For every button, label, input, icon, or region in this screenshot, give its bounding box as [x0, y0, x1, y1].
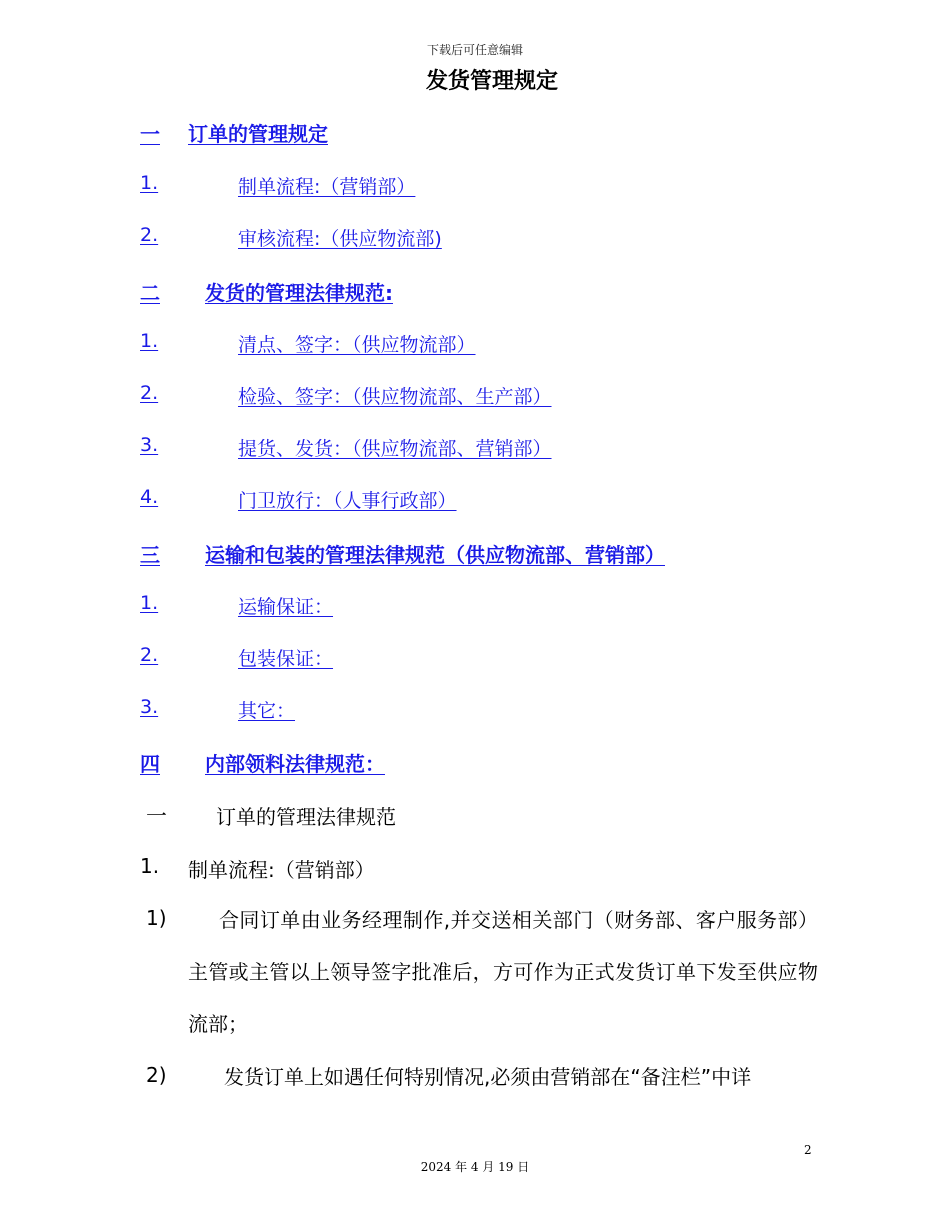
- paragraph-2-number: 2): [146, 1063, 167, 1087]
- toc-section-1-link[interactable]: 订单的管理规定: [188, 122, 328, 146]
- toc-item-2-4-number[interactable]: 4.: [140, 486, 159, 508]
- toc-item-1-1-link[interactable]: 制单流程:（营销部）: [238, 176, 416, 198]
- subsection-1-number: 1.: [140, 854, 160, 878]
- subsection-1-title: 制单流程:（营销部）: [188, 858, 375, 882]
- toc-section-2-number[interactable]: 二: [140, 281, 160, 305]
- toc-item-3-1-number[interactable]: 1.: [140, 592, 159, 614]
- page-number: 2: [804, 1143, 812, 1157]
- toc-section-3-number[interactable]: 三: [140, 543, 160, 567]
- toc-section-4-link[interactable]: 内部领料法律规范：: [205, 752, 385, 776]
- toc-section-4-number[interactable]: 四: [140, 752, 160, 776]
- toc-section-2-link[interactable]: 发货的管理法律规范:: [205, 281, 393, 305]
- toc-item-2-2-link[interactable]: 检验、签字：（供应物流部、生产部）: [238, 386, 552, 408]
- footer-date: 2024 年 4 月 19 日: [420, 1160, 530, 1174]
- toc-section-1-number[interactable]: 一: [140, 122, 160, 146]
- section-1-title: 订单的管理法律规范: [216, 805, 396, 829]
- toc-item-2-1-link[interactable]: 清点、签字：（供应物流部）: [238, 334, 476, 356]
- toc-item-1-2-link[interactable]: 审核流程:（供应物流部): [238, 228, 442, 250]
- toc-item-2-3-link[interactable]: 提货、发货：（供应物流部、营销部）: [238, 438, 552, 460]
- toc-item-3-2-number[interactable]: 2.: [140, 644, 159, 666]
- section-1-number: 一: [146, 804, 167, 828]
- toc-section-3-link[interactable]: 运输和包装的管理法律规范（供应物流部、营销部）: [205, 543, 665, 567]
- document-title: 发货管理规定: [425, 69, 558, 94]
- toc-item-3-3-number[interactable]: 3.: [140, 696, 159, 718]
- toc-item-2-1-number[interactable]: 1.: [140, 330, 159, 352]
- toc-item-2-2-number[interactable]: 2.: [140, 382, 159, 404]
- toc-item-1-1-number[interactable]: 1.: [140, 172, 159, 194]
- toc-item-3-3-link[interactable]: 其它：: [238, 700, 296, 722]
- toc-item-1-2-number[interactable]: 2.: [140, 224, 159, 246]
- toc-item-2-3-number[interactable]: 3.: [140, 434, 159, 456]
- toc-item-3-2-link[interactable]: 包装保证：: [238, 648, 334, 670]
- header-note: 下载后可任意编辑: [426, 43, 523, 57]
- toc-item-2-4-link[interactable]: 门卫放行：（人事行政部）: [238, 490, 457, 512]
- toc-item-3-1-link[interactable]: 运输保证：: [238, 596, 334, 618]
- paragraph-1-number: 1): [146, 906, 167, 930]
- paragraph-2-text: 发货订单上如遇任何特别情况,必须由营销部在“备注栏”中详: [224, 1065, 752, 1089]
- paragraph-1-text: 合同订单由业务经理制作,并交送相关部门（财务部、客户服务部）主管或主管以上领导签字批准后，方可作为正式发货订单下发至供应物流部；: [188, 908, 818, 1036]
